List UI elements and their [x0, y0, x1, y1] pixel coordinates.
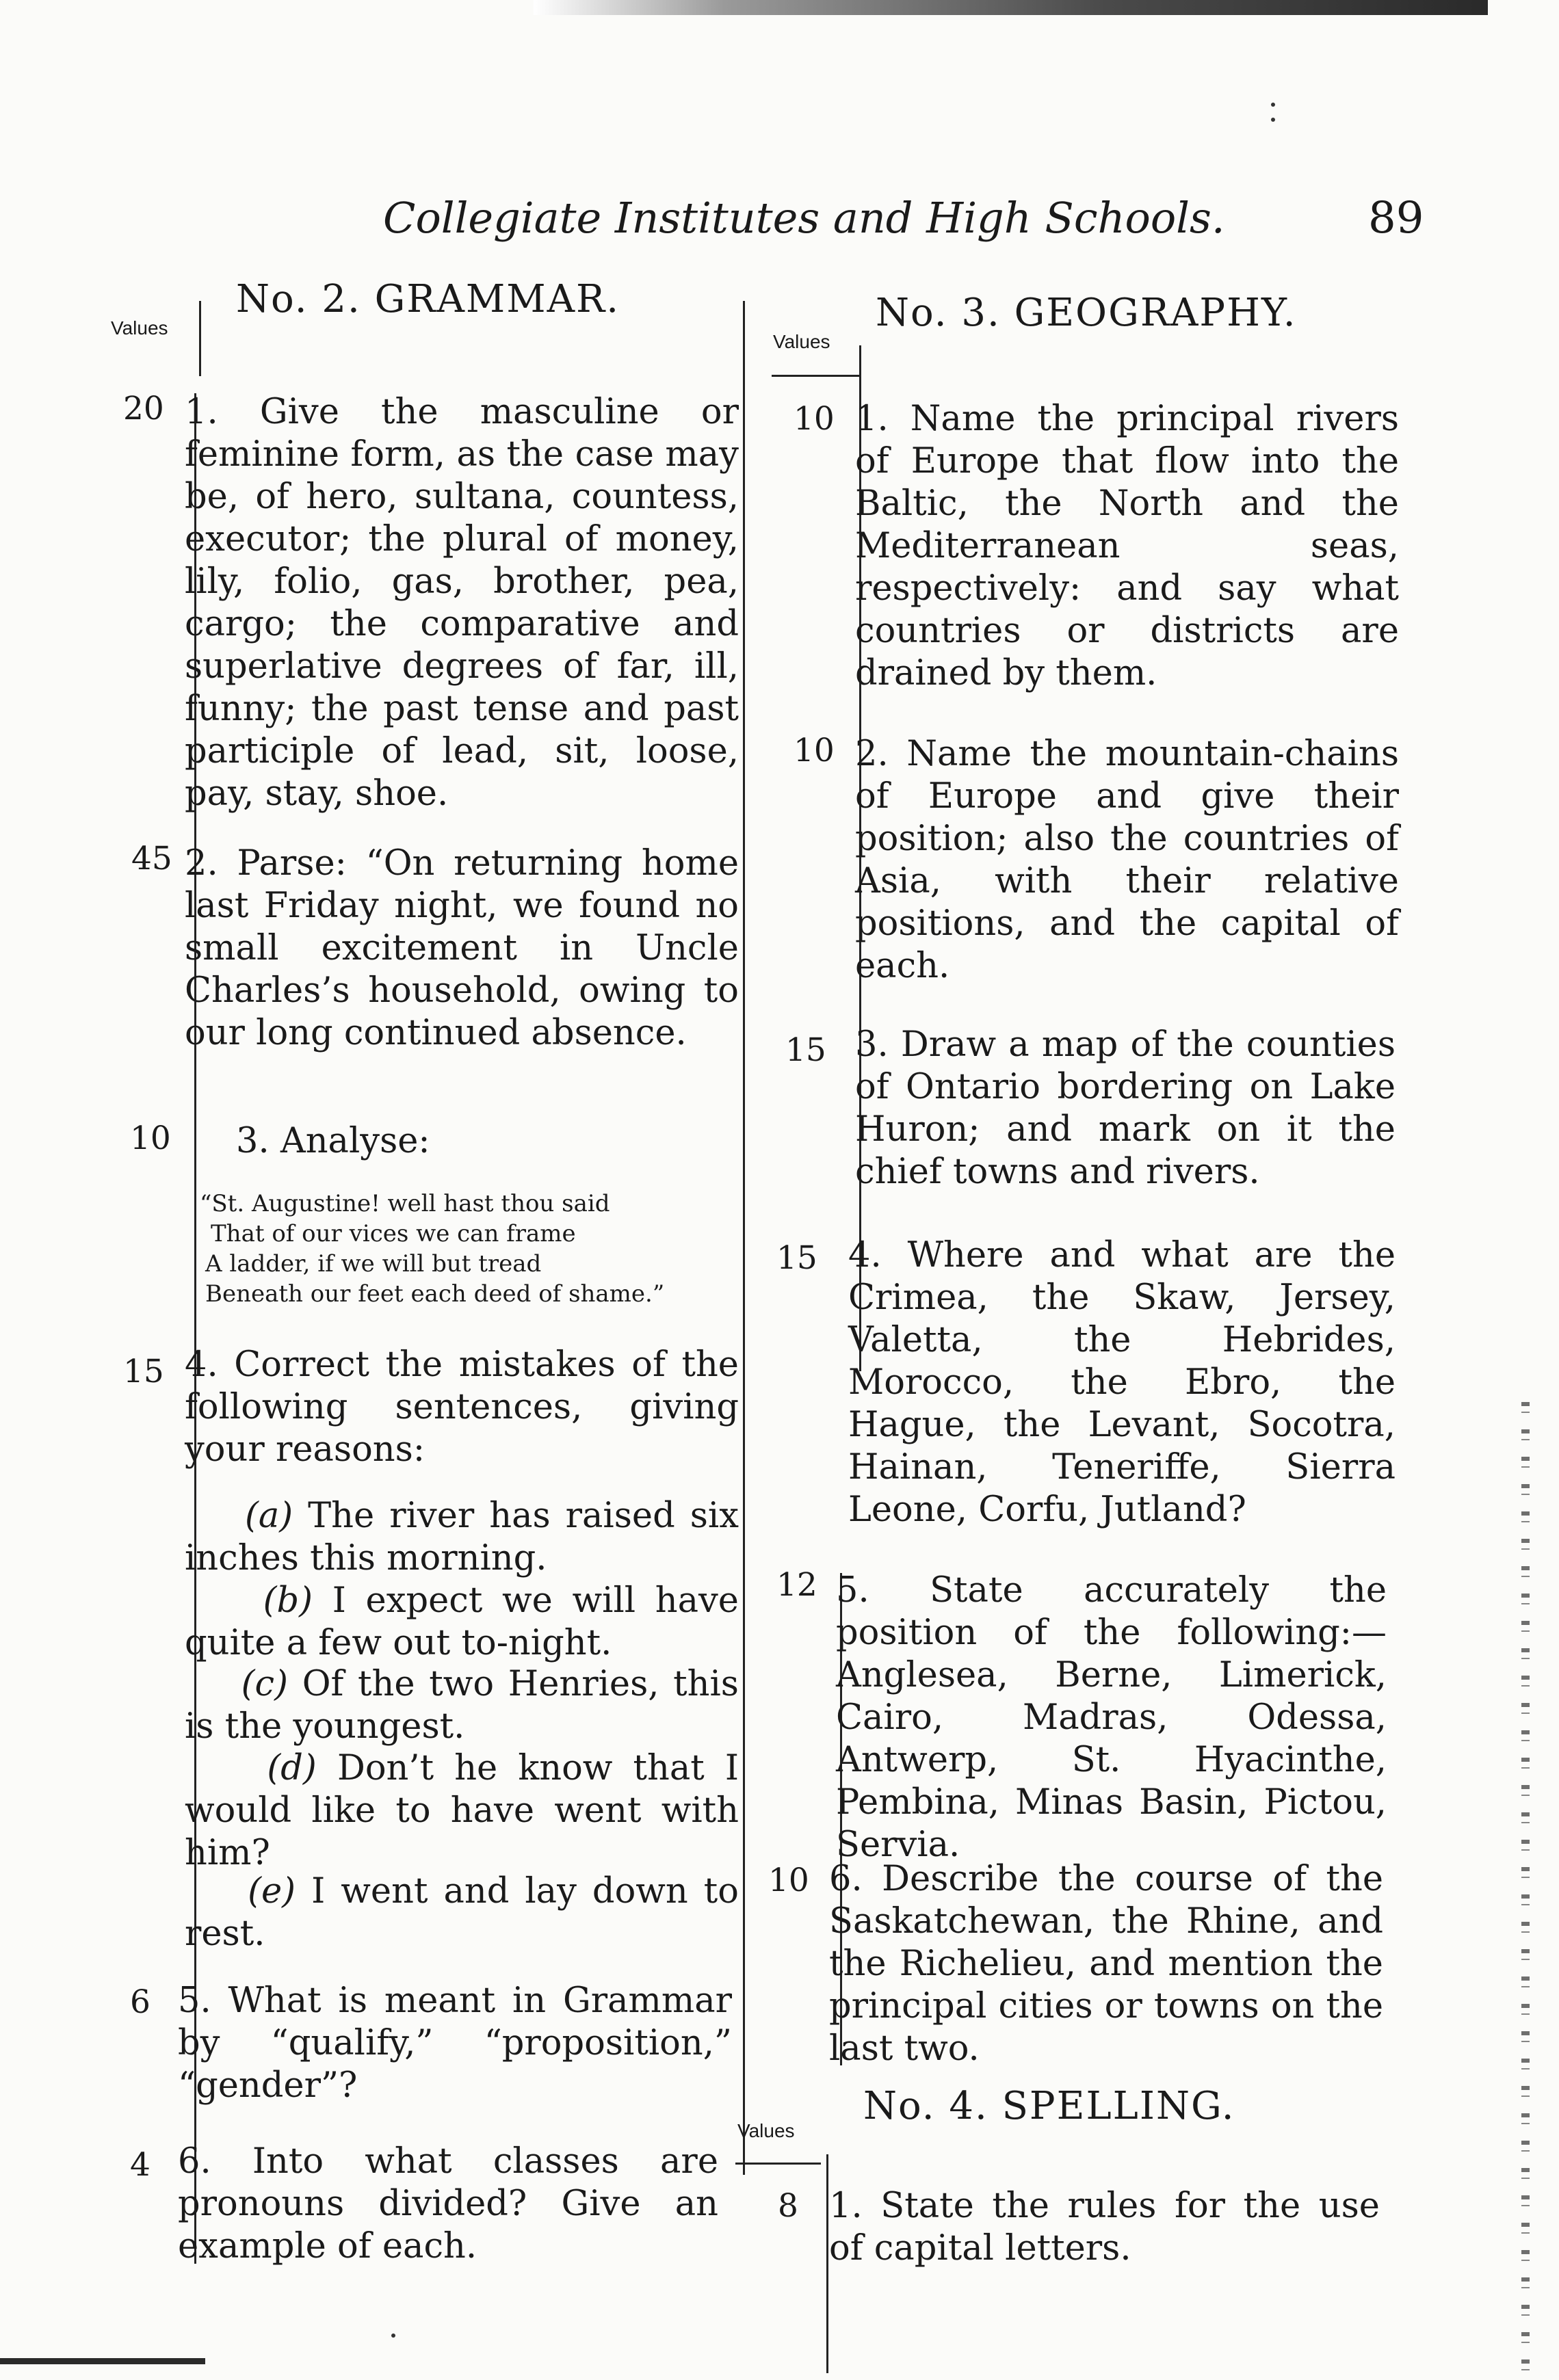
correction-sentence: [185, 1495, 739, 1580]
geography-question: 4. Where and what are the Crimea, the Skaw, Jersey, Valetta, the Hebrides, Morocco, the Ebro, the Hague, the Levant, Socotra, Hainan, Teneriffe, Sierra Leone, Corfu, Jutland?: [848, 1235, 1396, 1530]
geography-value: 15: [785, 1031, 826, 1069]
grammar-value: 45: [131, 840, 172, 877]
correction-sentence: [185, 1747, 739, 1875]
geography-value: 12: [776, 1566, 817, 1604]
grammar-values-divider: [199, 301, 201, 376]
analyse-quote-line: A ladder, if we will but tread: [205, 1250, 542, 1278]
spelling-question-rule: [826, 2154, 828, 2373]
spelling-title: No. 4. SPELLING.: [863, 2084, 1235, 2128]
grammar-value: 15: [123, 1353, 164, 1390]
correction-label: (b): [263, 1581, 313, 1621]
correction-label: (a): [244, 1496, 293, 1536]
grammar-value: 6: [130, 1983, 150, 2021]
correction-text: I went and lay down to rest.: [185, 1871, 739, 1954]
correction-sentence: [185, 1580, 739, 1665]
grammar-question: 6. Into what classes are pronouns divided? Give an example of each.: [178, 2141, 718, 2266]
grammar-question: 4. Correct the mistakes of the following sentences, giving your reasons:: [185, 1345, 739, 1470]
grammar-value: 20: [123, 390, 164, 427]
scan-artifact-bottom: [0, 2358, 205, 2364]
grammar-value: 10: [130, 1120, 171, 1157]
geography-question: 2. Name the mountain-chains of Europe and give their position; also the countries of Asia, with their relative positions, and the capital of each.: [855, 734, 1399, 986]
spelling-value: 8: [778, 2187, 798, 2225]
geography-value: 10: [794, 400, 835, 438]
geography-values-rule: [772, 375, 861, 377]
correction-text: The river has raised six inches this morning.: [185, 1496, 739, 1578]
scan-speck: [1271, 103, 1275, 107]
geography-value: 15: [776, 1239, 817, 1277]
correction-text: Of the two Henries, this is the youngest.: [185, 1664, 739, 1747]
analyse-quote-line: Beneath our feet each deed of shame.”: [205, 1280, 665, 1308]
correction-sentence: [185, 1870, 739, 1955]
grammar-question: 3. Analyse:: [236, 1121, 430, 1161]
grammar-question: 5. What is meant in Grammar by “qualify,” “proposition,” “gender”?: [178, 1981, 732, 2106]
grammar-values-label: Values: [111, 317, 168, 339]
spelling-values-rule: [735, 2163, 821, 2165]
analyse-quote-line: That of our vices we can frame: [211, 1220, 576, 1247]
grammar-title: No. 2. GRAMMAR.: [236, 277, 620, 321]
geography-question: 1. Name the principal rivers of Europe that flow into the Baltic, the North and the Mediterranean seas, respectively: and say what countries or districts are drained by them.: [855, 399, 1399, 693]
geography-question: 3. Draw a map of the counties of Ontario bordering on Lake Huron; and mark on it the chief towns and rivers.: [855, 1024, 1396, 1192]
geography-values-label: Values: [773, 331, 830, 352]
running-head: Collegiate Institutes and High Schools.: [383, 193, 1225, 243]
geography-question: 6. Describe the course of the Saskatchewan, the Rhine, and the Richelieu, and mention the principal cities or towns on the last two.: [829, 1859, 1383, 2069]
scan-artifact-edge: [1521, 1402, 1530, 2380]
correction-text: Don’t he know that I would like to have went with him?: [185, 1748, 739, 1873]
geography-value: 10: [768, 1862, 809, 1899]
correction-sentence: [185, 1663, 739, 1748]
geography-value: 10: [794, 732, 835, 769]
analyse-quote-line: “St. Augustine! well hast thou said: [200, 1190, 610, 1217]
scan-speck: [391, 2333, 395, 2338]
spelling-question: 1. State the rules for the use of capital letters.: [829, 2186, 1380, 2269]
grammar-value: 4: [130, 2146, 150, 2184]
geography-question: 5. State accurately the position of the following:—Anglesea, Berne, Limerick, Cairo, Madras, Odessa, Antwerp, St. Hyacinthe, Pembina, Minas Basin, Pictou, Servia.: [836, 1570, 1387, 1865]
spelling-values-label: Values: [737, 2120, 795, 2141]
correction-text: I expect we will have quite a few out to-night.: [185, 1581, 739, 1663]
page-number: 89: [1368, 193, 1424, 243]
grammar-question: 2. Parse: “On returning home last Friday night, we found no small excitement in Uncle Charles’s household, owing to our long continued absence.: [185, 843, 739, 1053]
scan-speck: [1271, 118, 1275, 122]
scan-artifact-top: [534, 0, 1488, 15]
geography-title: No. 3. GEOGRAPHY.: [876, 291, 1297, 335]
grammar-question: 1. Give the masculine or feminine form, as the case may be, of hero, sultana, countess, executor; the plural of money, lily, folio, gas, brother, pea, cargo; the comparative and superlative degrees of far, ill, funny; the past tense and past participle of lead, sit, loose, pay, stay, shoe.: [185, 392, 739, 814]
correction-label: (d): [267, 1748, 317, 1788]
correction-label: (c): [241, 1664, 289, 1704]
correction-label: (e): [248, 1871, 296, 1912]
column-divider: [743, 301, 745, 2175]
